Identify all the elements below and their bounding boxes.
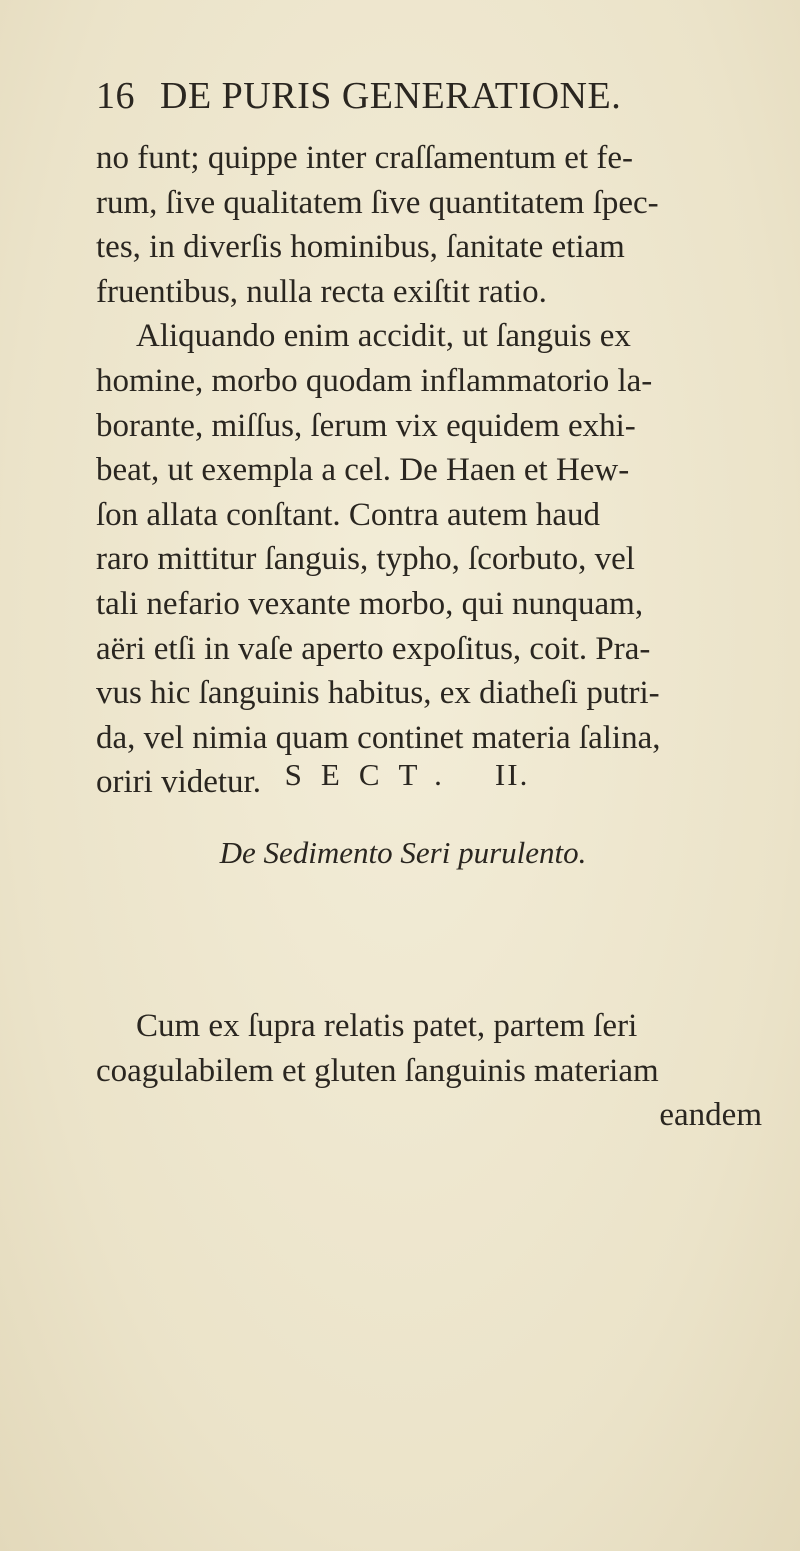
text-line: Aliquando enim accidit, ut ſanguis ex xyxy=(136,318,631,355)
text-line: raro mittitur ſanguis, typho, ſcorbuto, vel xyxy=(96,541,635,578)
text-line: aëri etſi in vaſe aperto expoſitus, coit. Pra- xyxy=(96,630,651,667)
text-line: rum, ſive qualitatem ſive quantitatem ſpec- xyxy=(96,184,659,221)
running-head xyxy=(96,74,756,124)
section-number: II. xyxy=(494,757,530,792)
body-text-top xyxy=(96,136,766,805)
body-text-bottom xyxy=(96,1004,766,1138)
text-line: oriri videtur. xyxy=(96,764,261,801)
text-line: homine, morbo quodam inflammatorio la- xyxy=(96,362,653,399)
page-number: 16 xyxy=(96,75,135,117)
text-line: fruentibus, nulla recta exiſtit ratio. xyxy=(96,273,547,310)
text-line: da, vel nimia quam continet materia ſalina, xyxy=(96,719,661,756)
text-line: ſon allata conſtant. Contra autem haud xyxy=(96,496,601,533)
section-heading xyxy=(0,757,800,793)
running-title: DE PURIS GENERATIONE. xyxy=(160,75,622,117)
text-line: no funt; quippe inter craſſamentum et fe- xyxy=(96,140,633,176)
text-line: vus hic ſanguinis habitus, ex diatheſi putri- xyxy=(96,675,660,712)
text-line: tali nefario vexante morbo, qui nunquam, xyxy=(96,585,644,622)
text-line: tes, in diverſis hominibus, ſanitate etiam xyxy=(96,229,625,266)
section-label: SECT. xyxy=(284,757,461,792)
catchword: eandem xyxy=(659,1097,762,1134)
text-line: Cum ex ſupra relatis patet, partem ſeri xyxy=(136,1008,638,1044)
section-subtitle: De Sedimento Seri purulento. xyxy=(219,835,587,870)
text-line: borante, miſſus, ſerum vix equidem exhi- xyxy=(96,407,636,444)
text-line: coagulabilem et gluten ſanguinis materiam xyxy=(96,1052,659,1089)
text-line: beat, ut exempla a cel. De Haen et Hew- xyxy=(96,452,630,489)
